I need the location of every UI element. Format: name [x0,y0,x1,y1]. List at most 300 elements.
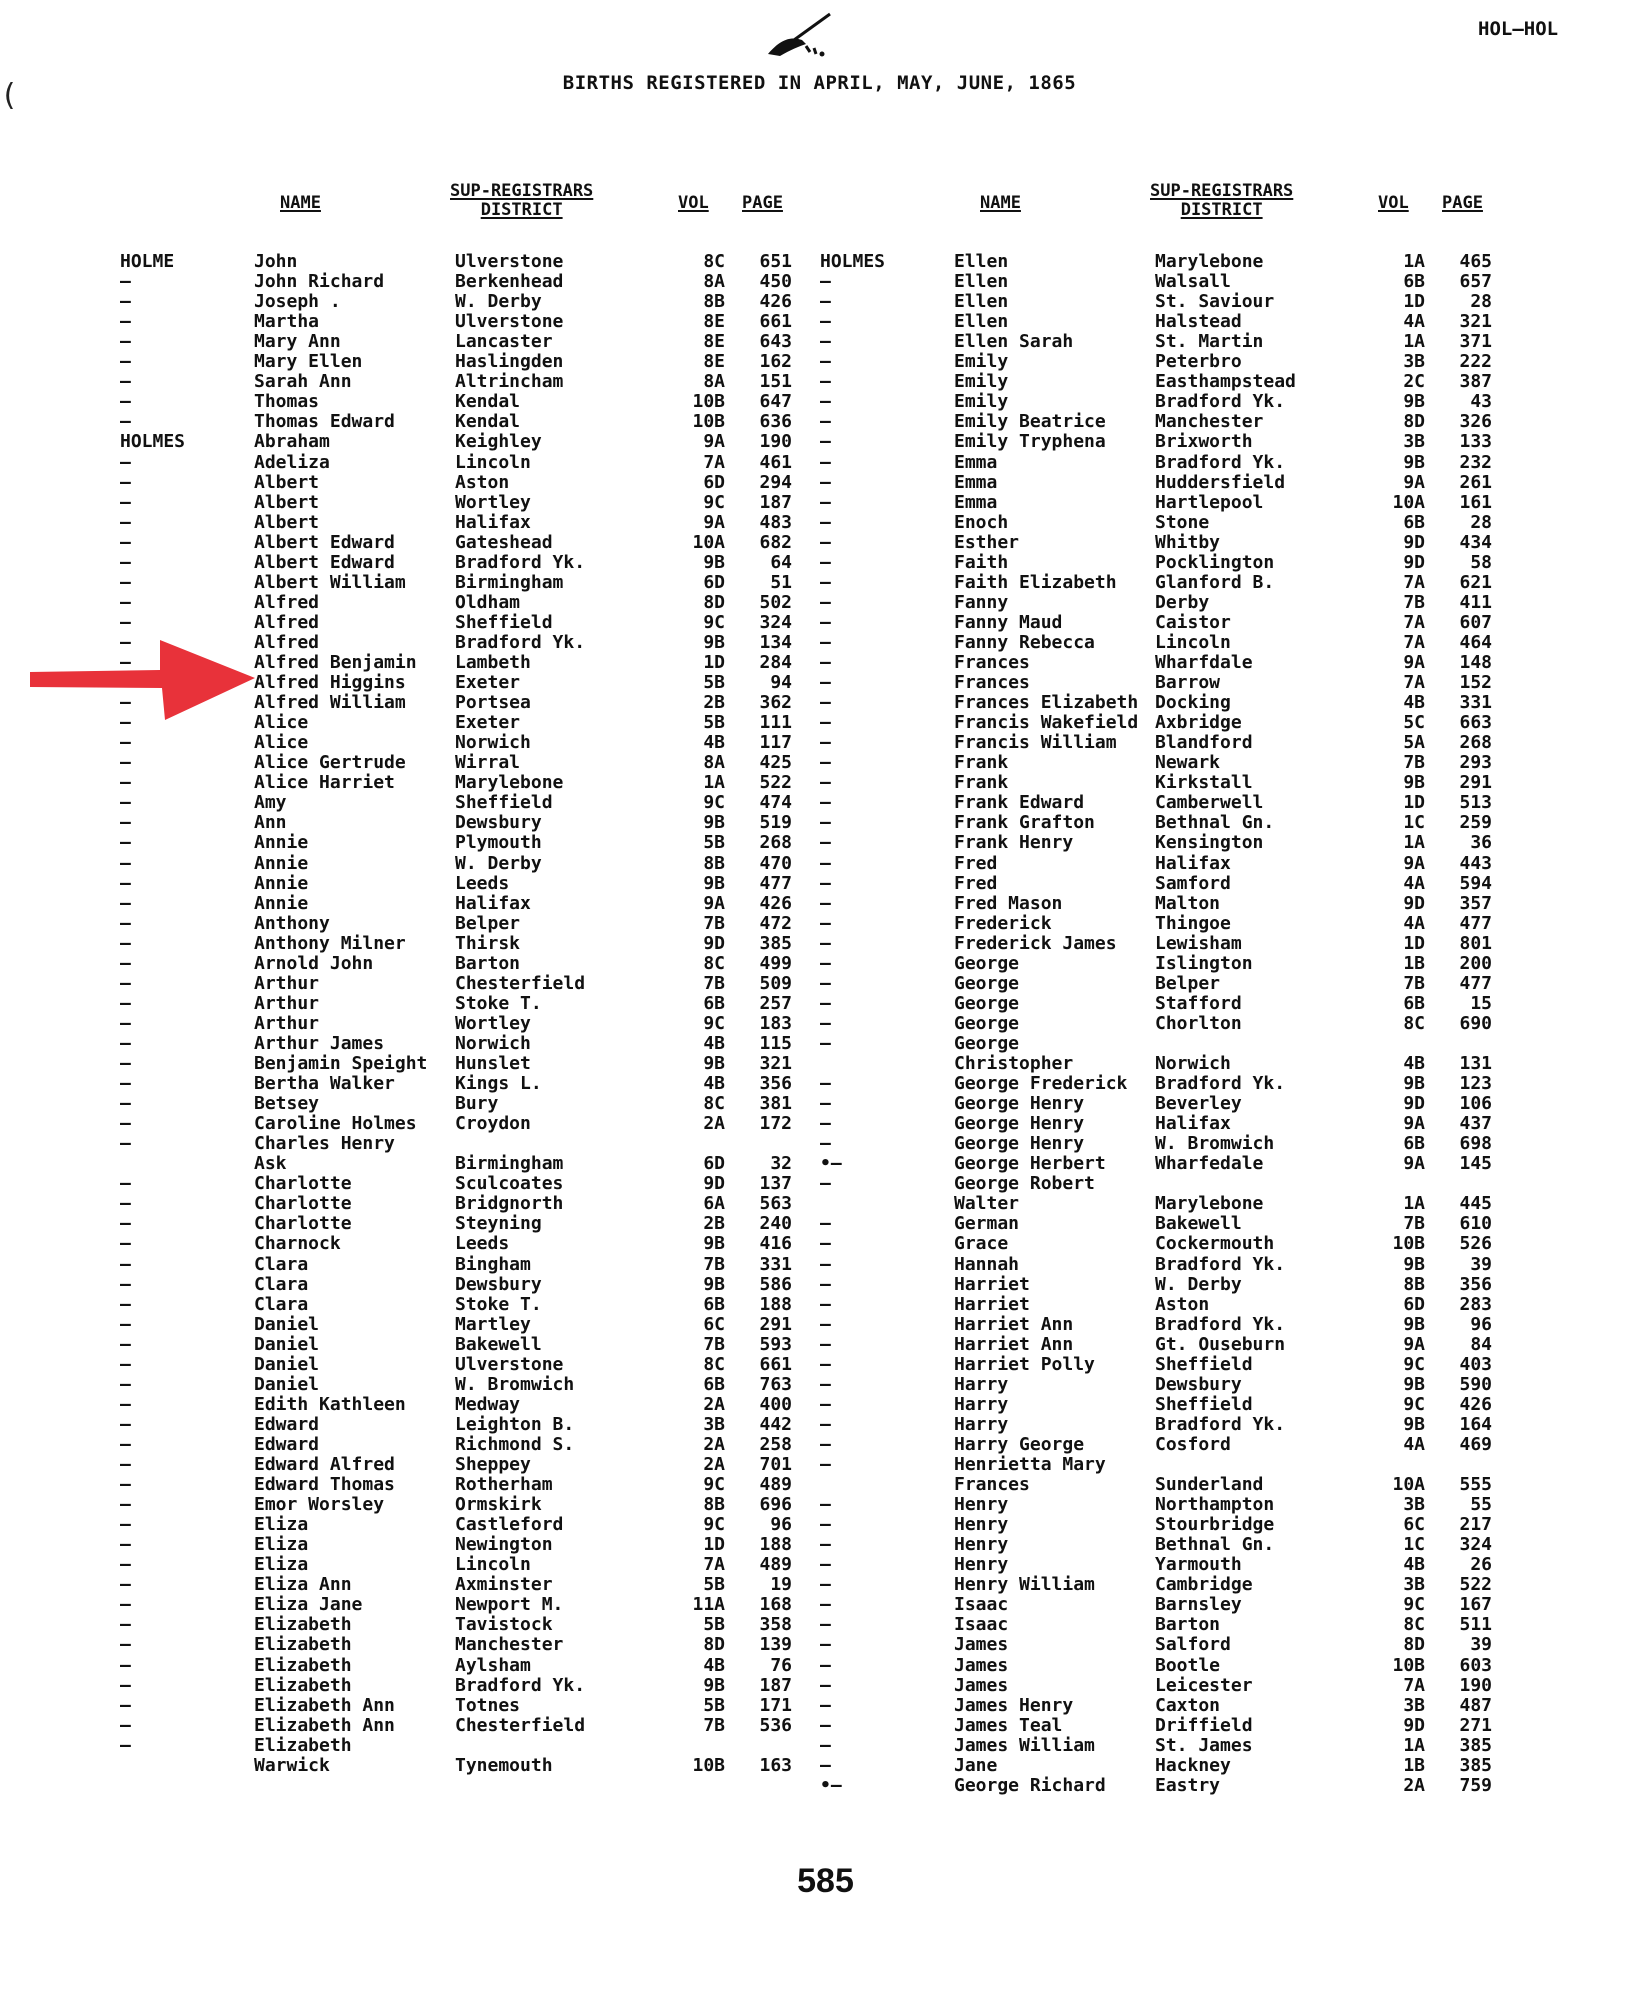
surname-cell: — [120,1534,131,1556]
surname-cell: — [120,1574,131,1596]
name-cell: James Teal [954,1714,1063,1736]
register-row [820,934,1610,954]
district-cell: Samford [1155,872,1231,894]
name-cell: Elizabeth Ann [254,1714,395,1736]
vol-cell: 10A [1392,1474,1425,1496]
name-cell: Eliza Ann [254,1574,352,1596]
page-cell: 663 [1459,712,1492,734]
page-cell: 425 [759,752,792,774]
register-row [820,1094,1610,1114]
name-cell: George Frederick [954,1073,1128,1095]
surname-cell: — [820,1714,831,1736]
page-cell: 696 [759,1494,792,1516]
district-cell: Bakewell [455,1333,542,1355]
vol-cell: 6D [703,571,725,593]
vol-cell: 7B [1403,591,1425,613]
name-cell: Benjamin Speight [254,1053,428,1074]
name-cell: Harriet [954,1293,1030,1315]
district-cell: Chorlton [1155,1012,1242,1034]
surname-cell: — [820,291,831,313]
name-cell: Edward [254,1433,320,1455]
surname-cell: — [120,1012,131,1034]
register-row [820,1054,1610,1074]
name-cell: Edward Thomas [254,1474,395,1496]
page-cell: 28 [1470,511,1492,533]
page-cell: 698 [1459,1133,1492,1155]
name-cell: Eliza [254,1514,309,1536]
surname-cell: — [820,271,831,293]
name-cell: Annie [254,872,309,894]
page-cell: 536 [759,1714,792,1736]
name-cell: Anthony Milner [254,932,406,954]
surname-cell: — [820,391,831,413]
page-cell: 284 [759,652,792,673]
register-row [120,934,910,954]
name-cell: Alice Harriet [254,772,395,794]
register-row [820,994,1610,1014]
vol-cell: 7B [703,912,725,934]
district-cell: Bootle [1155,1654,1221,1676]
page-cell: 513 [1459,792,1492,814]
surname-cell: — [820,772,831,794]
district-cell: Croydon [455,1113,531,1135]
register-row [120,453,910,473]
vol-cell: 1A [1403,1193,1425,1215]
district-cell: Bethnal Gn. [1155,1534,1275,1556]
district-cell: Chesterfield [455,1714,586,1736]
name-cell: Frances [954,1474,1030,1496]
surname-cell: — [120,571,131,593]
surname-cell: — [820,1413,831,1435]
vol-cell: 8E [703,331,725,353]
register-row [820,292,1610,312]
surname-cell: — [820,531,831,553]
vol-cell: 7B [1403,972,1425,994]
register-row [120,954,910,974]
surname-cell: — [820,1173,831,1195]
page-cell: 293 [1459,752,1492,774]
district-cell: Wortley [455,491,531,513]
district-cell: Bury [455,1093,499,1115]
district-cell: Barrow [1155,672,1221,694]
district-cell: Camberwell [1155,792,1264,814]
district-cell: Bradford Yk. [1155,391,1286,413]
page-cell: 321 [1459,311,1492,333]
register-row [820,553,1610,573]
page-cell: 489 [759,1554,792,1576]
register-row [820,372,1610,392]
name-cell: Charles Henry [254,1133,395,1155]
surname-cell: — [820,311,831,333]
district-cell: W. Derby [455,852,542,874]
surname-cell: — [820,1534,831,1556]
surname-cell: — [120,1053,131,1074]
register-row [820,813,1610,833]
register-row [820,1595,1610,1615]
surname-cell: — [820,1694,831,1716]
district-cell: Gt. Ouseburn [1155,1333,1286,1355]
register-row [120,412,910,432]
district-cell: Stourbridge [1155,1514,1275,1536]
page-cell: 621 [1459,571,1492,593]
district-cell: Bradford Yk. [1155,451,1286,473]
vol-cell: 10B [692,411,725,433]
name-cell: George [954,992,1020,1014]
district-cell: Marylebone [1155,251,1264,272]
page-cell: 167 [1459,1594,1492,1616]
surname-cell: — [820,1754,831,1776]
page-cell: 477 [1459,972,1492,994]
name-cell: Charlotte [254,1213,352,1235]
district-cell: Bethnal Gn. [1155,812,1275,834]
district-cell: Caxton [1155,1694,1221,1716]
name-cell: Harriet Ann [954,1313,1074,1335]
district-cell: Chesterfield [455,972,586,994]
district-cell: Blandford [1155,732,1253,754]
vol-cell: 9B [703,1053,725,1074]
page-cell: 603 [1459,1654,1492,1676]
vol-cell: 4B [703,732,725,754]
name-cell: Thomas Edward [254,411,395,433]
register-row [820,1194,1610,1214]
district-cell: Leeds [455,872,510,894]
register-row [120,1194,910,1214]
register-row [120,1475,910,1495]
district-cell: Exeter [455,672,521,694]
page-cell: 661 [759,311,792,333]
name-cell: Emily [954,391,1009,413]
name-cell: George Henry [954,1113,1085,1135]
vol-cell: 6C [1403,1514,1425,1536]
district-cell: Lincoln [455,1554,531,1576]
vol-cell: 9B [1403,391,1425,413]
vol-cell: 5B [703,712,725,734]
surname-cell: — [120,271,131,293]
page-cell: 94 [770,672,792,694]
name-cell: Fanny Maud [954,611,1063,633]
page-cell: 222 [1459,351,1492,373]
name-cell: Emma [954,491,998,513]
register-row [120,974,910,994]
vol-cell: 8E [703,351,725,373]
district-cell: Bakewell [1155,1213,1242,1235]
page-cell: 594 [1459,872,1492,894]
hdr-district-line1: SUP-REGISTRARS [1150,181,1294,201]
surname-cell: — [120,772,131,794]
register-row [820,272,1610,292]
vol-cell: 9A [1403,1333,1425,1355]
page-title [0,72,1651,94]
district-cell: St. James [1155,1734,1253,1756]
name-cell: Emma [954,451,998,473]
vol-cell: 2A [703,1113,725,1135]
surname-cell: — [820,1073,831,1095]
vol-cell: 9C [703,491,725,513]
surname-cell: — [120,812,131,834]
vol-cell: 5C [1403,712,1425,734]
surname-cell: — [820,631,831,653]
name-cell: Abraham [254,431,330,453]
name-cell: Eliza Jane [254,1594,363,1616]
district-cell: Exeter [455,712,521,734]
register-row [120,1094,910,1114]
register-row [820,653,1610,673]
district-cell: Halifax [455,511,531,533]
name-cell: Arthur [254,1012,320,1034]
register-row [120,1275,910,1295]
register-row [820,432,1610,452]
register-row [120,1415,910,1435]
page-cell: 607 [1459,611,1492,633]
vol-cell: 9D [703,1173,725,1195]
district-cell: Cosford [1155,1433,1231,1455]
page-number: 585 [797,1862,854,1900]
vol-cell: 9B [703,812,725,834]
page-cell: 387 [1459,371,1492,393]
name-cell: James Henry [954,1694,1074,1716]
vol-cell: 3B [1403,1694,1425,1716]
surname-cell: — [120,491,131,513]
vol-cell: 9C [703,792,725,814]
district-cell: Marylebone [455,772,564,794]
page-cell: 610 [1459,1213,1492,1235]
red-arrow-shape [30,640,255,720]
page-cell: 563 [759,1193,792,1215]
page-cell: 464 [1459,631,1492,653]
name-cell: Ellen [954,291,1009,313]
vol-cell: 4A [1403,872,1425,894]
register-row [820,633,1610,653]
district-cell: Newington [455,1534,553,1556]
page-cell: 416 [759,1233,792,1255]
district-cell: Sheffield [1155,1393,1253,1415]
name-cell: George [954,1032,1020,1054]
name-cell: Enoch [954,511,1009,533]
vol-cell: 7A [703,451,725,473]
page-cell: 134 [759,631,792,653]
vol-cell: 9B [703,631,725,653]
page-cell: 331 [759,1253,792,1275]
district-cell: Stone [1155,511,1210,533]
district-cell: Ulverstone [455,1353,564,1375]
register-row [820,1656,1610,1676]
name-cell: Arthur [254,992,320,1014]
page-cell: 43 [1470,391,1492,413]
vol-cell: 4B [703,1073,725,1095]
name-cell: Annie [254,852,309,874]
page-cell: 371 [1459,331,1492,353]
surname-cell: — [820,1494,831,1516]
register-row [120,1736,910,1756]
district-cell: Halstead [1155,311,1242,333]
name-cell: Henry [954,1494,1009,1516]
name-cell: Frederick James [954,932,1117,954]
page-cell: 701 [759,1454,792,1475]
register-row [820,1114,1610,1134]
name-cell: Frederick [954,912,1052,934]
register-row [820,914,1610,934]
page-cell: 106 [1459,1093,1492,1115]
register-row [120,1134,910,1154]
vol-cell: 5B [703,1694,725,1716]
hdr-district [450,182,593,220]
name-cell: Elizabeth [254,1654,352,1676]
district-cell: Lincoln [455,451,531,473]
page-cell: 32 [770,1153,792,1175]
name-cell: Warwick [254,1754,330,1776]
page-cell: 259 [1459,812,1492,834]
vol-cell: 4A [1403,1433,1425,1455]
vol-cell: 3B [1403,351,1425,373]
vol-cell: 10B [1392,1654,1425,1676]
district-cell: Kendal [455,411,521,433]
name-cell: Esther [954,531,1020,553]
register-row [820,1475,1610,1495]
surname-cell: — [120,631,131,653]
district-cell: Stafford [1155,992,1242,1014]
register-row [820,1214,1610,1234]
register-row [820,713,1610,733]
name-cell: Frank Henry [954,832,1074,854]
vol-cell: 8D [1403,411,1425,433]
vol-cell: 3B [703,1413,725,1435]
district-cell: W. Bromwich [455,1373,575,1395]
vol-cell: 8B [1403,1273,1425,1295]
surname-cell: — [120,591,131,613]
page-cell: 55 [1470,1494,1492,1516]
district-cell: Oldham [455,591,521,613]
register-row [820,1435,1610,1455]
name-cell: Daniel [254,1333,320,1355]
vol-cell: 7A [1403,1674,1425,1696]
district-cell: Bradford Yk. [455,551,586,573]
district-cell: Dewsbury [455,812,542,834]
name-cell: Albert Edward [254,531,395,553]
vol-cell: 9B [703,1674,725,1696]
name-cell: Anthony [254,912,330,934]
hdr-page: PAGE [742,193,783,213]
page-cell: 511 [1459,1614,1492,1636]
vol-cell: 1B [1403,952,1425,974]
vol-cell: 8D [703,1634,725,1656]
district-cell: W. Derby [1155,1273,1242,1295]
page-cell: 51 [770,571,792,593]
district-cell: Ulverstone [455,251,564,272]
surname-cell: — [820,411,831,433]
register-row [120,773,910,793]
surname-cell: — [820,872,831,894]
vol-cell: 5B [703,832,725,854]
name-cell: Alice [254,732,309,754]
page-cell: 590 [1459,1373,1492,1395]
surname-cell: — [820,1554,831,1576]
name-cell: Ellen Sarah [954,331,1074,353]
vol-cell: 1A [1403,331,1425,353]
surname-cell: — [820,1514,831,1536]
surname-cell: — [120,1173,131,1195]
surname-cell: — [120,551,131,573]
district-cell: Eastry [1155,1774,1221,1796]
name-cell: Elizabeth [254,1634,352,1656]
page-cell: 188 [759,1534,792,1556]
district-cell: Dewsbury [1155,1373,1242,1395]
name-cell: Betsey [254,1093,320,1115]
vol-cell: 7A [703,1554,725,1576]
district-cell: Tavistock [455,1614,553,1636]
district-cell: Axbridge [1155,712,1242,734]
district-cell: Aston [455,471,510,493]
page-cell: 522 [1459,1574,1492,1596]
register-row [120,1214,910,1234]
register-row [120,1074,910,1094]
page-cell: 426 [759,892,792,914]
page-cell: 474 [759,792,792,814]
vol-cell: 7B [1403,1213,1425,1235]
district-cell: Marylebone [1155,1193,1264,1215]
surname-cell: — [120,391,131,413]
register-row [820,412,1610,432]
page-cell: 434 [1459,531,1492,553]
name-cell: Elizabeth [254,1674,352,1696]
page-cell: 502 [759,591,792,613]
surname-cell: — [820,1594,831,1616]
surname-cell: — [120,291,131,313]
page-cell: 450 [759,271,792,293]
page-cell: 168 [759,1594,792,1616]
vol-cell: 9C [703,1514,725,1536]
page-cell: 647 [759,391,792,413]
page-cell: 58 [1470,551,1492,573]
page-cell: 240 [759,1213,792,1235]
surname-cell: — [820,652,831,673]
name-cell: Francis William [954,732,1117,754]
vol-cell: 6D [703,1153,725,1175]
vol-cell: 8D [703,591,725,613]
surname-cell: — [120,311,131,333]
register-row [120,1716,910,1736]
vol-cell: 1A [1403,832,1425,854]
register-row [120,332,910,352]
hdr-vol: VOL [678,193,709,213]
district-cell: Bradford Yk. [1155,1253,1286,1275]
district-cell: Wharfdale [1155,652,1253,673]
vol-cell: 10B [1392,1233,1425,1255]
surname-cell: — [820,832,831,854]
name-cell: Clara [254,1293,309,1315]
surname-cell: HOLME [120,251,175,272]
register-row [120,1034,910,1054]
name-cell: Alice [254,712,309,734]
district-cell: Glanford B. [1155,571,1275,593]
surname-cell: — [820,672,831,694]
page-cell: 465 [1459,251,1492,272]
page-cell: 133 [1459,431,1492,453]
register-row [120,1575,910,1595]
district-cell: Wharfedale [1155,1153,1264,1175]
name-cell: Henrietta Mary [954,1454,1106,1475]
district-cell: Huddersfield [1155,471,1286,493]
surname-cell: — [820,972,831,994]
vol-cell: 7A [1403,672,1425,694]
vol-cell: 1C [1403,812,1425,834]
register-row [120,1154,910,1174]
district-cell: Bradford Yk. [1155,1073,1286,1095]
name-cell: Frank [954,772,1009,794]
name-cell: Fred [954,872,998,894]
vol-cell: 1A [1403,1734,1425,1756]
name-cell: Amy [254,792,287,814]
name-cell: German [954,1213,1020,1235]
